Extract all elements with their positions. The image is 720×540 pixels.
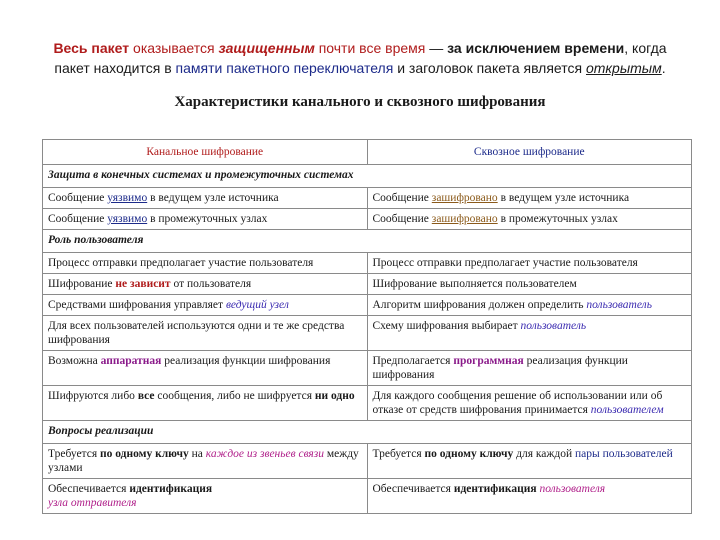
table-row [43, 351, 692, 386]
intro-dash: — [425, 40, 448, 56]
cell-text: реализация функции шифрования [372, 355, 628, 381]
cell-text: в ведущем узле источника [147, 192, 279, 204]
cell-text: в промежуточных узлах [147, 213, 268, 225]
section-row [43, 165, 692, 188]
cell-end-to-end [367, 209, 692, 230]
cell-link [43, 295, 368, 316]
section-row [43, 421, 692, 444]
section-protection: Защита в конечных системах и промежуточных системах [43, 165, 692, 188]
cell-highlight: пользователь [586, 299, 652, 311]
cell-link [43, 479, 368, 514]
cell-text: Требуется [48, 448, 100, 460]
cell-text: Схему шифрования выбирает [372, 320, 521, 332]
cell-highlight: программная [453, 355, 524, 367]
cell-text: Предполагается [372, 355, 454, 367]
cell-text: на [188, 448, 206, 460]
cell-text: Обеспечивается [48, 483, 130, 495]
table-row [43, 316, 692, 351]
cell-highlight: аппаратная [100, 355, 162, 367]
table-heading: Характеристики канального и сквозного шифрования [174, 94, 546, 110]
cell-text: Для каждого сообщения решение об использовании или об отказе от средств шифрования принимается [372, 390, 663, 416]
section-user-role: Роль пользователя [43, 230, 692, 253]
cell-text: Сообщение [372, 192, 432, 204]
cell-text: Сообщение [372, 213, 432, 225]
intro-text: , когда пакет находится в [54, 40, 667, 76]
cell-end-to-end [367, 479, 692, 514]
cell-highlight: узла отправителя [48, 497, 137, 509]
cell-highlight: каждое из звеньев связи [205, 448, 324, 460]
table-header-row [43, 140, 692, 165]
cell-end-to-end [367, 316, 692, 351]
cell-end-to-end [367, 188, 692, 209]
cell-highlight: все [137, 390, 155, 402]
cell-highlight: зашифровано [431, 192, 498, 204]
cell-highlight: не зависит [115, 278, 171, 290]
cell-end-to-end: Процесс отправки предполагает участие пользователя [367, 253, 692, 274]
cell-text: для каждой [513, 448, 575, 460]
cell-text: от пользователя [170, 278, 252, 290]
cell-highlight: идентификация [453, 483, 537, 495]
cell-highlight: пользователем [590, 404, 664, 416]
intro-paragraph [40, 38, 680, 78]
cell-highlight: пользователя [539, 483, 606, 495]
cell-link: Процесс отправки предполагает участие пользователя [43, 253, 368, 274]
cell-link [43, 188, 368, 209]
cell-end-to-end [367, 295, 692, 316]
cell-highlight: по одному ключу [100, 448, 189, 460]
cell-text: в ведущем узле источника [497, 192, 630, 204]
table-row [43, 274, 692, 295]
table-row [43, 444, 692, 479]
comparison-table [42, 139, 692, 514]
section-implementation: Вопросы реализации [43, 421, 692, 444]
cell-text: между узлами [48, 448, 359, 474]
cell-text: Сообщение [48, 192, 108, 204]
cell-highlight: ведущий узел [225, 299, 289, 311]
cell-highlight: по одному ключу [424, 448, 514, 460]
cell-link [43, 386, 368, 421]
intro-text: и заголовок пакета является [393, 60, 586, 76]
cell-link [43, 351, 368, 386]
intro-switch-memory: памяти пакетного переключателя [175, 60, 394, 76]
table-row [43, 386, 692, 421]
intro-whole-packet: Весь пакет [53, 40, 130, 56]
cell-end-to-end: Шифрование выполняется пользователем [367, 274, 692, 295]
intro-exception: за исключением времени [447, 40, 625, 56]
cell-highlight: пары пользователей [575, 448, 673, 460]
section-row [43, 230, 692, 253]
cell-highlight: пользователь [520, 320, 587, 332]
cell-text: в промежуточных узлах [497, 213, 618, 225]
cell-highlight: зашифровано [431, 213, 498, 225]
cell-text: Обеспечивается [372, 483, 454, 495]
cell-highlight: идентификация [129, 483, 213, 495]
cell-text: Сообщение [48, 213, 108, 225]
cell-text: Шифрование [48, 278, 116, 290]
intro-protected: защищенным [218, 40, 315, 56]
cell-link [43, 209, 368, 230]
cell-text: реализация функции шифрования [161, 355, 331, 367]
table-row [43, 295, 692, 316]
cell-text: Алгоритм шифрования должен определить [372, 299, 587, 311]
intro-text: почти все время [314, 40, 426, 56]
table-row [43, 188, 692, 209]
cell-text: Средствами шифрования управляет [48, 299, 226, 311]
cell-text: сообщения, либо не шифруется [154, 390, 315, 402]
intro-open: открытым [585, 60, 662, 76]
cell-text: Возможна [48, 355, 101, 367]
table-row [43, 209, 692, 230]
cell-highlight: уязвимо [107, 192, 148, 204]
cell-link [43, 444, 368, 479]
cell-link [43, 274, 368, 295]
column-header-end-to-end: Сквозное шифрование [367, 140, 692, 165]
intro-text: . [661, 60, 666, 76]
cell-end-to-end [367, 444, 692, 479]
table-row [43, 479, 692, 514]
cell-highlight: ни одно [314, 390, 355, 402]
column-header-link: Канальное шифрование [43, 140, 368, 165]
cell-end-to-end [367, 351, 692, 386]
cell-end-to-end [367, 386, 692, 421]
cell-text: Требуется [372, 448, 425, 460]
cell-highlight: уязвимо [107, 213, 148, 225]
intro-text: оказывается [129, 40, 219, 56]
table-row [43, 253, 692, 274]
cell-text: Шифруются либо [48, 390, 138, 402]
cell-link: Для всех пользователей используются одни и те же средства шифрования [43, 316, 368, 351]
